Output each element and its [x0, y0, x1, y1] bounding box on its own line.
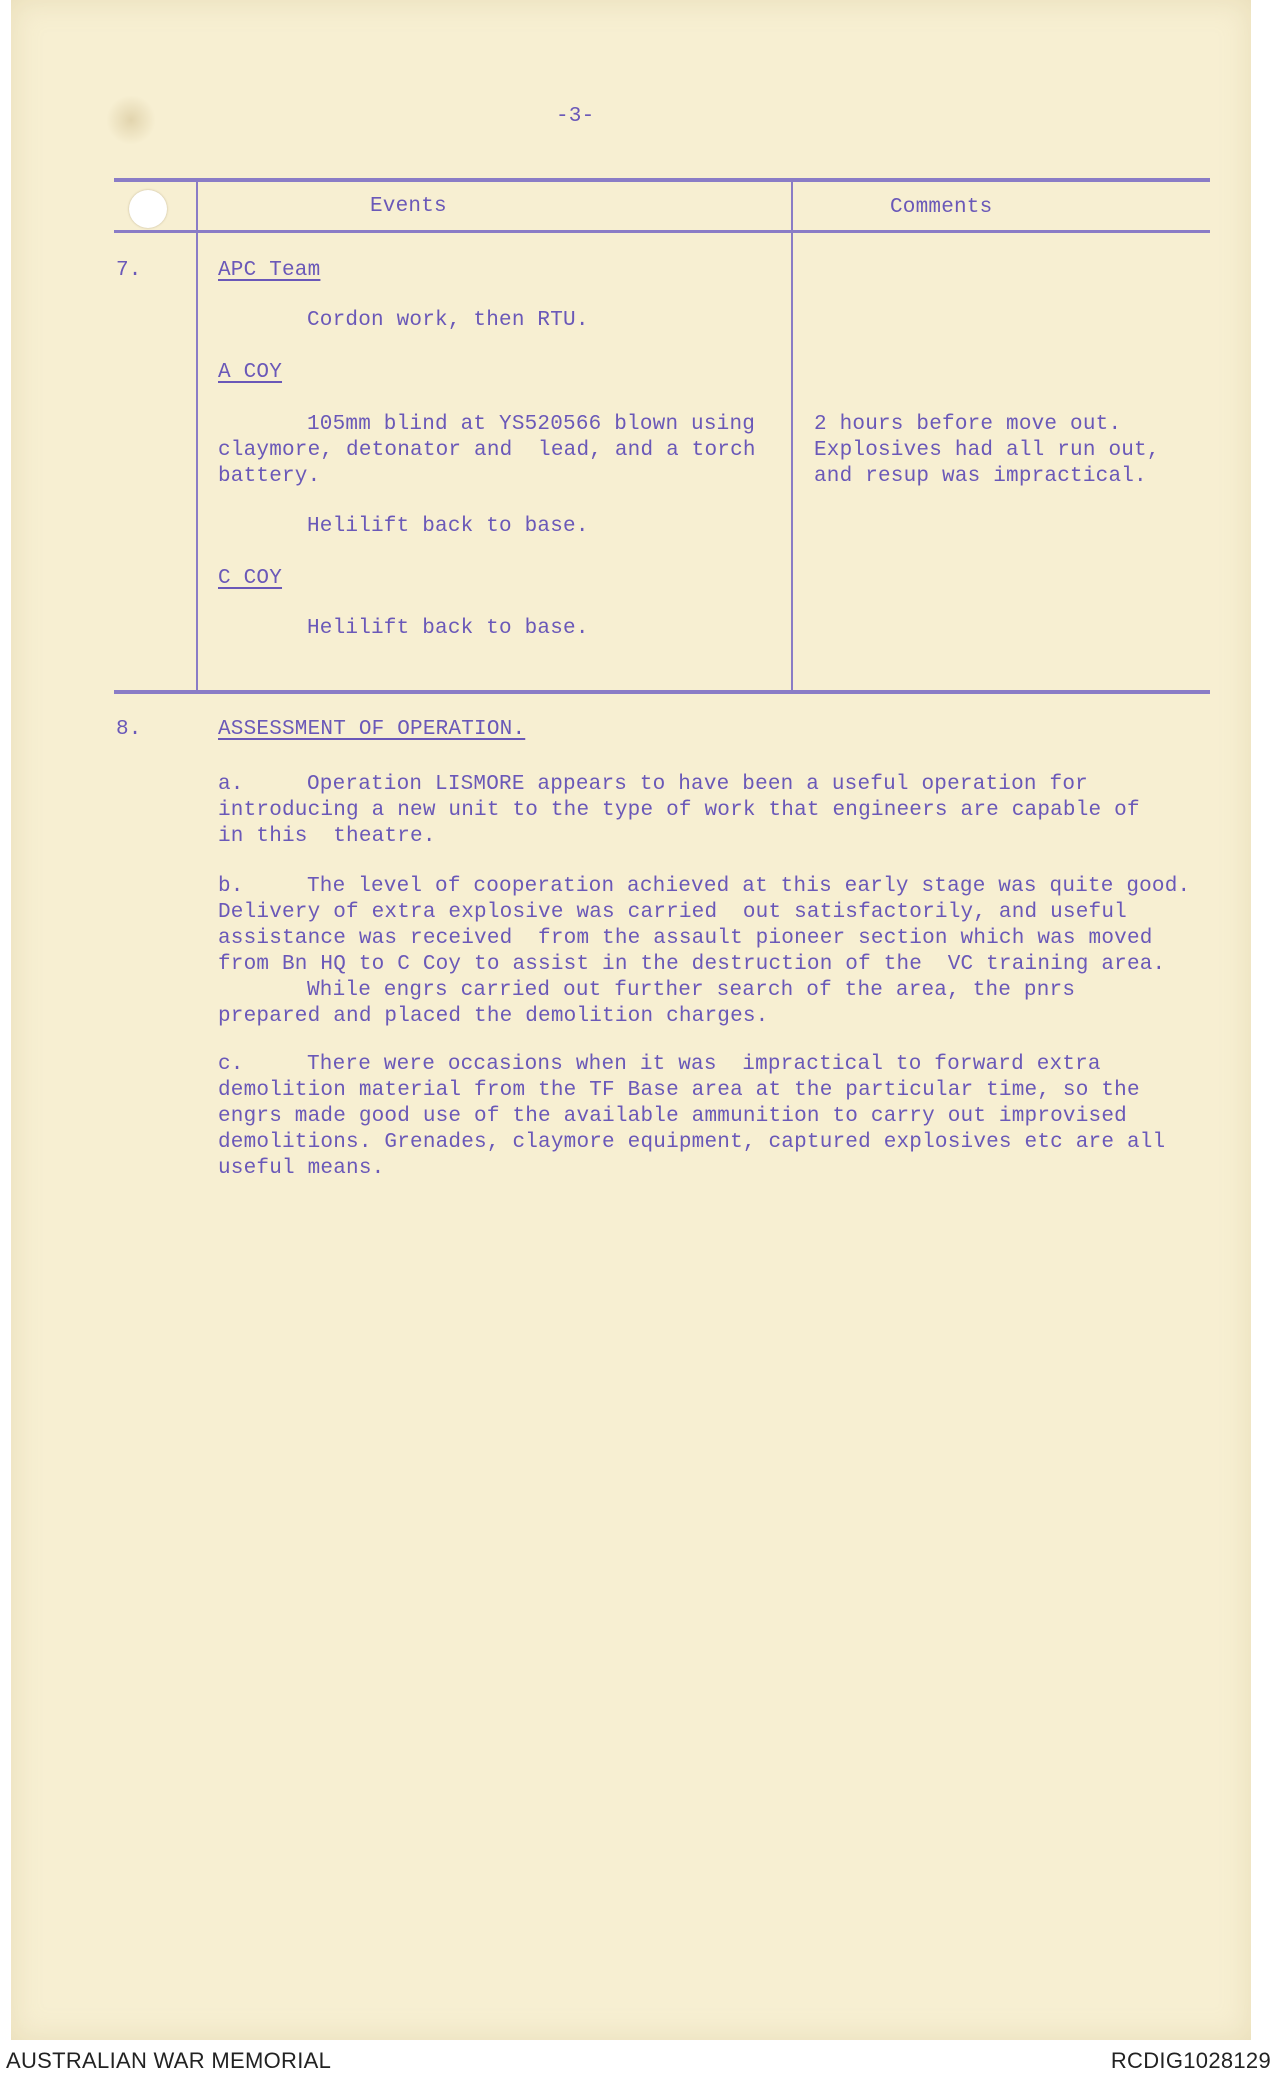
comment-line-1: 2 hours before move out. [814, 413, 1122, 436]
a-coy-heading: A COY [218, 361, 283, 384]
a-coy-text [218, 412, 756, 490]
section-8-heading: ASSESSMENT OF OPERATION. [218, 718, 526, 741]
header-events: Events [370, 195, 447, 218]
footer-archive-name: AUSTRALIAN WAR MEMORIAL [6, 2048, 332, 2073]
para-a-line-3: in this theatre. [218, 825, 436, 848]
paragraph-a [218, 772, 1140, 850]
para-b-line-4: from Bn HQ to C Coy to assist in the destruction of the VC training area. [218, 953, 1166, 976]
c-coy-helilift: Helilift back to base. [307, 617, 589, 640]
a-coy-helilift: Helilift back to base. [307, 515, 589, 538]
para-b-line-3: assistance was received from the assault pioneer section which was moved [218, 927, 1153, 950]
para-b-line-1: The level of cooperation achieved at this early stage was quite good. [307, 875, 1191, 898]
table-left-divider [196, 178, 198, 690]
para-c-line-3: engrs made good use of the available ammunition to carry out improvised [218, 1105, 1127, 1128]
c-coy-heading: C COY [218, 567, 283, 590]
document-page [11, 0, 1251, 2040]
punch-hole [129, 190, 167, 228]
table-bottom-rule [114, 690, 1210, 694]
table-top-rule [114, 178, 1210, 182]
row-number-7: 7. [116, 259, 142, 282]
para-c-line-2: demolition material from the TF Base area at the particular time, so the [218, 1079, 1140, 1102]
para-b-line-2: Delivery of extra explosive was carried out satisfactorily, and useful [218, 901, 1127, 924]
footer-record-id: RCDIG1028129 [1110, 2048, 1271, 2073]
comment-line-3: and resup was impractical. [814, 465, 1147, 488]
apc-team-heading: APC Team [218, 259, 321, 282]
para-c-line-5: useful means. [218, 1157, 385, 1180]
a-coy-line-3: battery. [218, 465, 321, 488]
a-coy-line-2: claymore, detonator and lead, and a torch [218, 439, 756, 462]
para-c-line-4: demolitions. Grenades, claymore equipment, captured explosives etc are all [218, 1131, 1166, 1154]
page-number: -3- [556, 105, 595, 128]
para-a-line-1: Operation LISMORE appears to have been a useful operation for [307, 773, 1088, 796]
a-coy-line-1: 105mm blind at YS520566 blown using [307, 413, 756, 436]
para-c-label: c. [218, 1053, 244, 1076]
para-a-line-2: introducing a new unit to the type of work that engineers are capable of [218, 799, 1140, 822]
comments-text [814, 412, 1160, 490]
paper-stain [106, 95, 156, 145]
paragraph-c [218, 1052, 1165, 1182]
para-b-line-5: While engrs carried out further search of the area, the pnrs [307, 979, 1076, 1002]
table-header-rule [114, 230, 1210, 233]
apc-team-text: Cordon work, then RTU. [307, 309, 589, 332]
para-a-label: a. [218, 773, 244, 796]
para-c-line-1: There were occasions when it was impractical to forward extra [307, 1053, 1101, 1076]
table-middle-divider [791, 178, 793, 690]
section-8-number: 8. [116, 718, 142, 741]
para-b-label: b. [218, 875, 244, 898]
para-b-line-6: prepared and placed the demolition charges. [218, 1005, 769, 1028]
header-comments: Comments [890, 196, 993, 219]
comment-line-2: Explosives had all run out, [814, 439, 1160, 462]
paragraph-b [218, 874, 1190, 1030]
